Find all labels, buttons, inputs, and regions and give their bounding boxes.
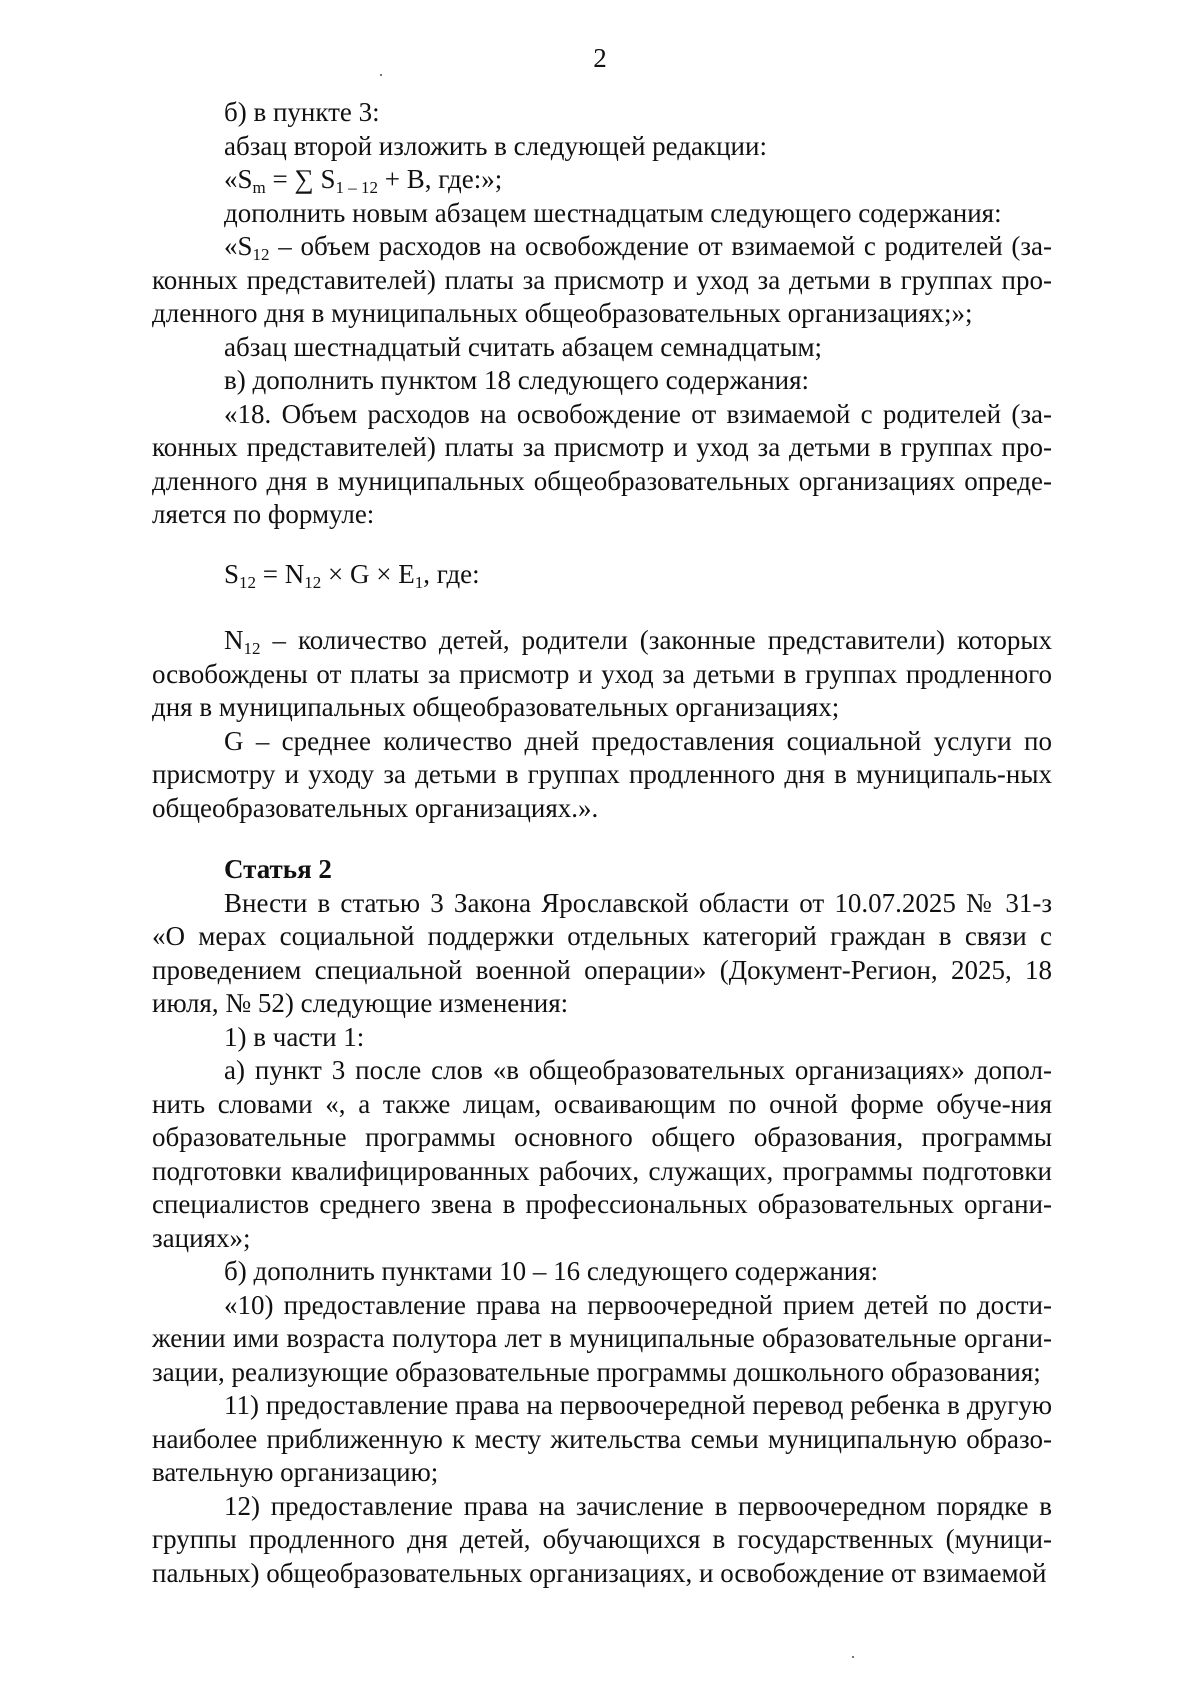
n12-symbol: N (224, 625, 244, 655)
formula-sm (152, 163, 1052, 197)
formula-sm-open: «S (224, 164, 253, 194)
formula-s12-s: S (224, 558, 240, 589)
article-2-heading: Статья 2 (224, 854, 332, 884)
page-number: 2 (593, 43, 607, 73)
point-10: «10) предоставление права на первоочередной прием детей по дости-жении ими возраста полутора лет в муниципальные образовательные органи-зации, реализующие образовательные программы дошкольного образования; (152, 1289, 1052, 1387)
point-12: 12) предоставление права на зачисление в первоочередном порядке в группы продленного дня детей, обучающихся в государственных (муници-пальных) общеобразовательных организациях, и освобождение от взимаемой (152, 1490, 1052, 1588)
article-2-intro: Внести в статью 3 Закона Ярославской области от 10.07.2025 № 31-з «О мерах социальной поддержки отдельных категорий граждан в связи с проведением специальной военной операции» (Документ-Регион, 2025, 18 июля, № 52) следующие изменения: (152, 887, 1052, 1018)
formula-sm-sum: = ∑ S (265, 164, 336, 194)
document-body (152, 96, 1052, 1590)
formula-sm-subscript: m (252, 178, 266, 197)
section-b-add-para16: дополнить новым абзацем шестнадцатым следующего содержания: (224, 197, 1002, 228)
formula-s12-tail: , где: (423, 558, 480, 589)
section-b-renumber: абзац шестнадцатый считать абзацем семнадцатым; (224, 331, 823, 362)
n12-definition-text: – количество детей, родители (законные представители) которых освобождены от платы за присмотр и уход за детьми в группах продленного дня в муниципальных общеобразовательных организациях; (152, 625, 1052, 722)
formula-s12-n-subscript: 12 (304, 572, 322, 592)
formula-s12-mid: × G × E (321, 558, 415, 589)
formula-s12-e-subscript: 1 (414, 572, 424, 592)
s12-definition-text: – объем расходов на освобождение от взимаемой с родителей (за-конных представителей) платы за присмотр и уход за детьми в группах про-дленного дня в муниципальных общеобразовательных организациях;»; (152, 231, 1052, 328)
n12-subscript: 12 (243, 639, 261, 658)
section-b-intro: б) в пункте 3: (224, 97, 380, 127)
formula-sm-tail: + B, где:»; (378, 164, 503, 194)
formula-s12 (152, 558, 1052, 592)
scan-speck (852, 1656, 854, 1658)
s12-definition (152, 230, 1052, 331)
n12-definition (152, 624, 1052, 725)
g-definition: G – среднее количество дней предоставления социальной услуги по присмотру и уходу за детьми в группах продленного дня в муниципаль-ных общеобразовательных организациях.». (152, 725, 1052, 823)
formula-sm-range-subscript: 1 – 12 (335, 178, 379, 197)
s12-subscript: 12 (252, 245, 270, 264)
article-2-item-a: а) пункт 3 после слов «в общеобразовательных организациях» допол-нить словами «, а также лицам, осваивающим по очной форме обуче-ния образовательные программы основного общего образования, программы подготовки квалифицированных рабочих, служащих, программы подготовки специалистов среднего звена в профессиональных образовательных органи-зациях»; (152, 1055, 1052, 1253)
point-11: 11) предоставление права на первоочередной перевод ребенка в другую наиболее приближенную к месту жительства семьи муниципальную образо-вательную организацию; (152, 1390, 1052, 1487)
formula-s12-eq: = N (256, 558, 305, 589)
scan-speck (380, 74, 382, 76)
section-b-para2-instruction: абзац второй изложить в следующей редакции: (224, 130, 767, 161)
section-v-intro: в) дополнить пунктом 18 следующего содержания: (224, 365, 810, 395)
s12-symbol: «S (224, 231, 253, 261)
formula-s12-s-subscript: 12 (239, 572, 257, 592)
article-2-part1: 1) в части 1: (224, 1021, 365, 1052)
article-2-item-b: б) дополнить пунктами 10 – 16 следующего содержания: (224, 1256, 879, 1286)
point-18: «18. Объем расходов на освобождение от взимаемой с родителей (за-конных представителей) платы за присмотр и уход за детьми в группах про-дленного дня в муниципальных общеобразовательных организациях опреде-ляется по формуле: (152, 398, 1052, 529)
